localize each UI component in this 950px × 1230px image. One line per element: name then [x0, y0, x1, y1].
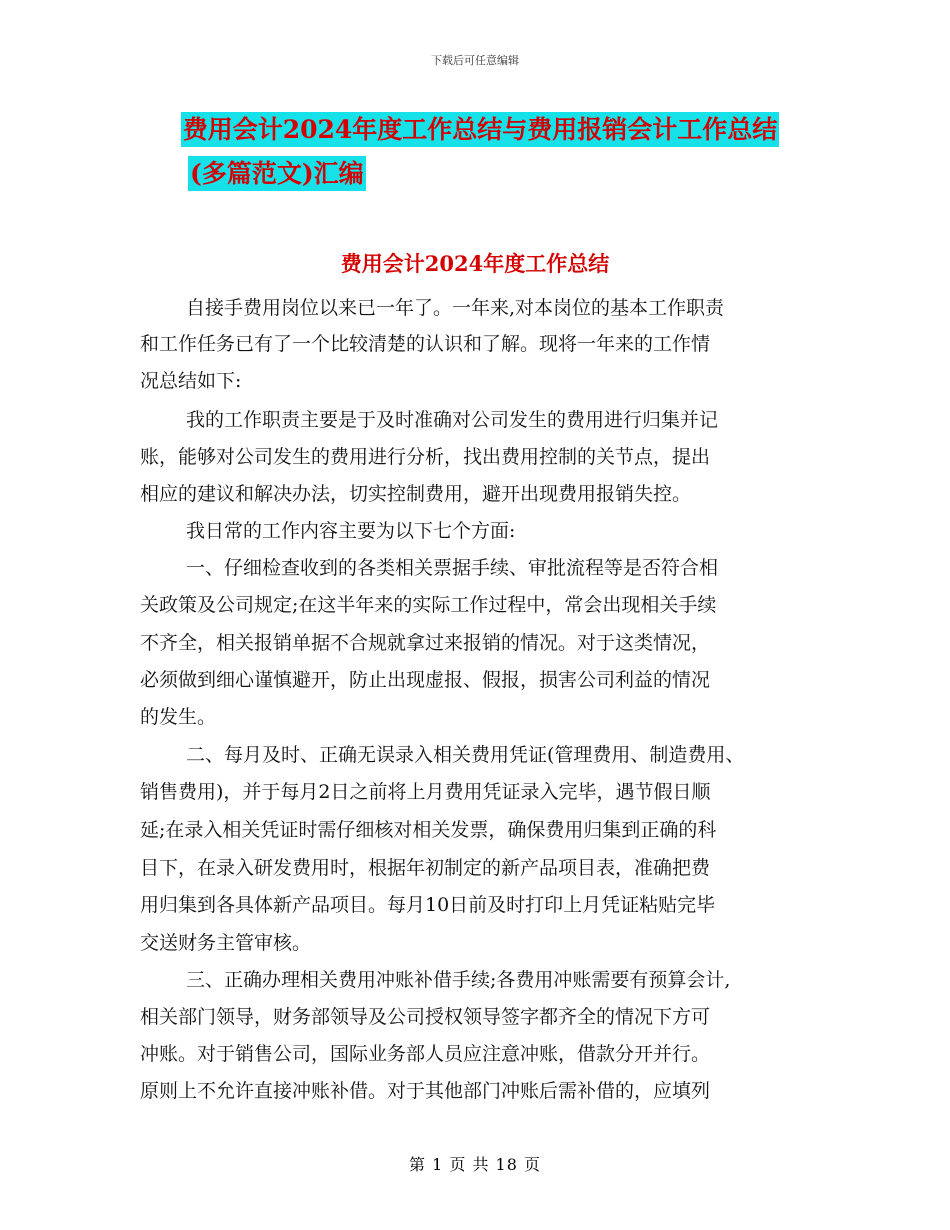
text-line: 延;在录入相关凭证时需仔细核对相关发票，确保费用归集到正确的科 — [140, 819, 717, 841]
document-title-highlight-2: (多篇范文)汇编 — [188, 156, 366, 191]
text-line: 的发生。 — [140, 706, 217, 728]
document-title-line-2 — [188, 152, 868, 196]
text-line: 销售费用)，并于每月2日之前将上月费用凭证录入完毕，遇节假日顺 — [140, 781, 711, 803]
text-line: 二、每月及时、正确无误录入相关费用凭证(管理费用、制造费用、 — [186, 744, 745, 766]
text-line: 自接手费用岗位以来已一年了。一年来,对本岗位的基本工作职责 — [186, 297, 725, 319]
text-line: 不齐全，相关报销单据不合规就拿过来报销的情况。对于这类情况， — [140, 632, 711, 654]
text-line: 用归集到各具体新产品项目。每月10日前及时打印上月凭证粘贴完毕 — [140, 894, 716, 916]
header-note: 下载后可任意编辑 — [431, 54, 519, 67]
text-line: 我的工作职责主要是于及时准确对公司发生的费用进行归集并记 — [186, 409, 719, 431]
text-line: 和工作任务已有了一个比较清楚的认识和了解。现将一年来的工作情 — [140, 333, 711, 355]
text-line: 目下，在录入研发费用时，根据年初制定的新产品项目表，准确把费 — [140, 857, 711, 879]
text-line: 我日常的工作内容主要为以下七个方面: — [186, 520, 516, 542]
text-line: 三、正确办理相关费用冲账补借手续;各费用冲账需要有预算会计, — [186, 969, 731, 991]
document-title-line-1 — [140, 108, 820, 152]
text-line: 原则上不允许直接冲账补借。对于其他部门冲账后需补借的，应填列 — [140, 1080, 711, 1102]
text-line: 关政策及公司规定;在这半年来的实际工作过程中，常会出现相关手续 — [140, 594, 717, 616]
text-line: 一、仔细检查收到的各类相关票据手续、审批流程等是否符合相 — [186, 557, 719, 579]
text-line: 相关部门领导，财务部领导及公司授权领导签字都齐全的情况下方可 — [140, 1006, 711, 1028]
text-line: 必须做到细心谨慎避开，防止出现虚报、假报，损害公司利益的情况 — [140, 669, 711, 691]
text-line: 交送财务主管审核。 — [140, 932, 312, 954]
page-footer: 第 1 页 共 18 页 — [409, 1155, 541, 1174]
text-line: 相应的建议和解决办法，切实控制费用，避开出现费用报销失控。 — [140, 483, 692, 505]
text-line: 账，能够对公司发生的费用进行分析，找出费用控制的关节点，提出 — [140, 446, 711, 468]
section-title: 费用会计2024年度工作总结 — [340, 251, 610, 276]
document-title-highlight-1: 费用会计2024年度工作总结与费用报销会计工作总结 — [181, 112, 780, 147]
text-line: 冲账。对于销售公司，国际业务部人员应注意冲账，借款分开并行。 — [140, 1043, 711, 1065]
text-line: 况总结如下: — [140, 370, 242, 392]
